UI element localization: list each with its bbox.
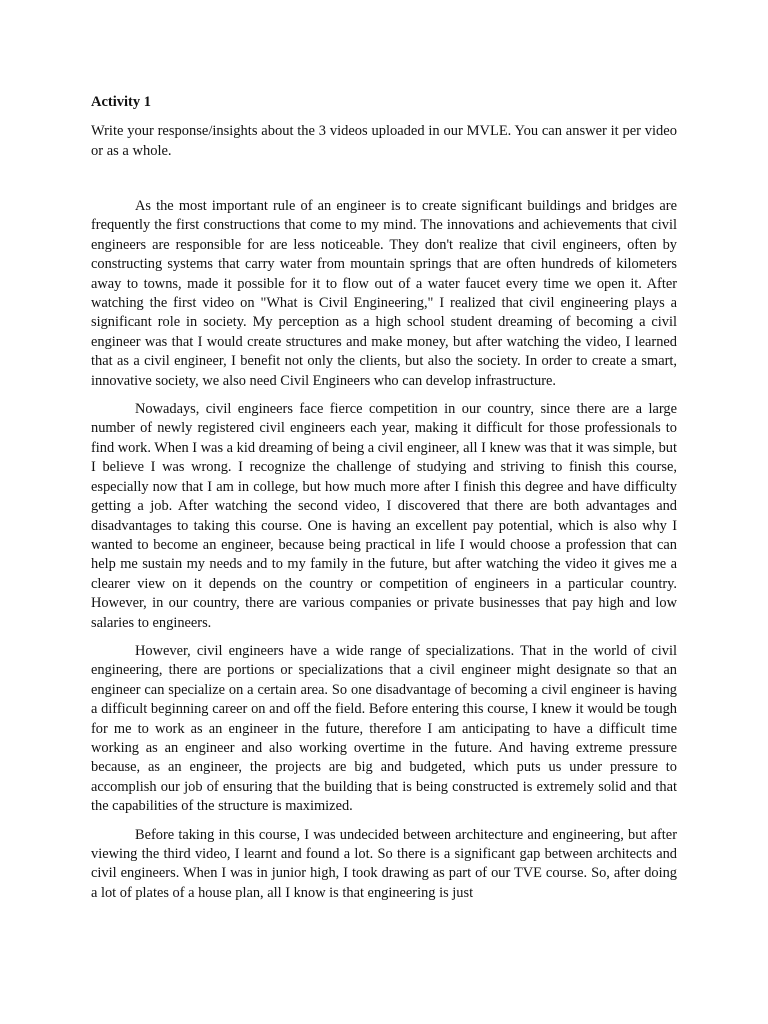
response-body [91, 197, 677, 903]
document-page [91, 92, 677, 912]
paragraph-2: Nowadays, civil engineers face fierce competition in our country, since there are a large number of newly registered civil engineers each year, making it difficult for those professionals to find work. When I was a kid dreaming of being a civil engineer, all I knew was that it was simple, but I believe I was wrong. I recognize the challenge of studying and striving to finish this course, especially now that I am in college, but how much more after I finish this degree and have difficulty getting a job. After watching the second video, I discovered that there are both advantages and disadvantages to taking this course. One is having an excellent pay potential, which is also why I wanted to become an engineer, because being practical in life I would choose a profession that can help me sustain my needs and to my family in the future, but after watching the video it gives me a clearer view on it depends on the country or competition of engineers in a particular country. However, in our country, there are various companies or private businesses that pay high and low salaries to engineers. [91, 401, 677, 631]
activity-heading: Activity 1 [91, 94, 151, 110]
paragraph-4: Before taking in this course, I was undecided between architecture and engineering, but after viewing the third video, I learnt and found a lot. So there is a significant gap between architects and civil engineers. When I was in junior high, I took drawing as part of our TVE course. So, after doing a lot of plates of a house plan, all I know is that engineering is just [91, 826, 677, 901]
paragraph-3: However, civil engineers have a wide range of specializations. That in the world of civil engineering, there are portions or specializations that a civil engineer might designate so that an engineer can specialize on a certain area. So one disadvantage of becoming a civil engineer is having a difficult beginning career on and off the field. Before entering this course, I knew it would be tough for me to work as an engineer in the future, therefore I am anticipating to have a difficult time working as an engineer and also working overtime in the future. And having extreme pressure because, as an engineer, the projects are big and budgeted, which puts us under pressure to accomplish our job of ensuring that the building that is being constructed is extremely solid and that the capabilities of the structure is maximized. [91, 642, 677, 815]
activity-prompt: Write your response/insights about the 3 videos uploaded in our MVLE. You can answer it per video or as a whole. [91, 123, 677, 159]
paragraph-1: As the most important rule of an engineer is to create significant buildings and bridges are frequently the first constructions that come to my mind. The innovations and achievements that civil engineers are responsible for are less noticeable. They don't realize that civil engineers, often by constructing systems that carry water from mountain springs that are often hundreds of kilometers away to towns, made it possible for it to flow out of a water faucet every time we open it. After watching the first video on "What is Civil Engineering," I realized that civil engineering plays a significant role in society. My perception as a high school student dreaming of becoming a civil engineer was that I would create structures and make money, but after watching the video, I learned that as a civil engineer, I benefit not only the clients, but also the society. In order to create a smart, innovative society, we also need Civil Engineers who can develop infrastructure. [91, 198, 677, 389]
